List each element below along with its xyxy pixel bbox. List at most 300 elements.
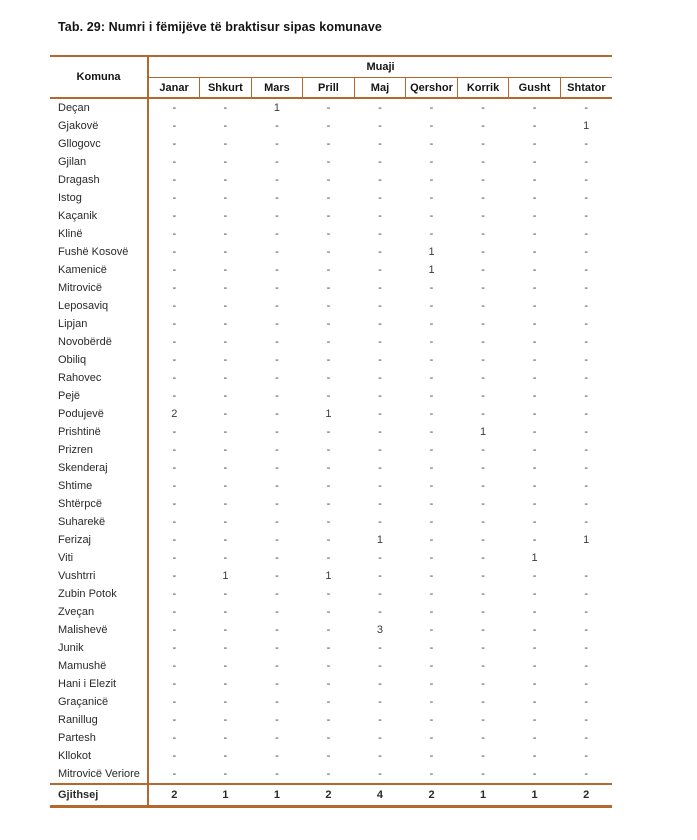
month-value-cell: - [223,714,228,726]
month-value-cell: - [275,750,279,762]
month-value-cell: - [275,588,279,600]
municipality-name: Ranillug [50,711,148,729]
month-value-cell: - [532,444,537,456]
month-value-cell: - [223,624,228,636]
month-value-cell: - [326,426,331,438]
month-value-cell: - [275,174,279,186]
month-value-cell: - [584,624,588,636]
month-value-cell: - [429,300,434,312]
month-value-cell: - [326,210,331,222]
month-value-cell: - [275,426,279,438]
month-value-cell: - [326,138,331,150]
table-row [50,405,612,423]
month-value-cell: - [481,642,485,654]
month-value-cell: - [378,102,382,114]
month-value-cell: - [532,516,537,528]
month-value-cell: - [584,354,588,366]
month-value-cell: - [223,516,228,528]
month-value-cell: - [275,660,279,672]
month-value-cell: - [172,768,177,780]
month-value-cell: - [584,696,588,708]
month-value-cell: - [378,444,382,456]
municipality-name: Partesh [50,729,148,747]
month-value-cell: - [429,102,434,114]
month-value-cell: - [172,606,177,618]
month-value-cell: - [584,246,588,258]
month-value-cell: - [172,264,177,276]
table-row [50,531,612,549]
month-value-cell: - [223,264,228,276]
month-value-cell: - [378,714,382,726]
total-value-cell: 2 [148,784,200,807]
month-value-cell: - [326,768,331,780]
municipality-name: Rahovec [50,369,148,387]
table-row [50,98,612,117]
total-row-label: Gjithsej [50,784,148,807]
table-row [50,639,612,657]
month-value-cell: - [326,192,331,204]
month-value-cell: - [326,534,331,546]
month-value-cell: - [378,174,382,186]
month-value-cell: - [532,570,537,582]
month-value-cell: - [584,390,588,402]
month-value-cell: - [326,120,331,132]
month-value-cell: - [275,516,279,528]
month-value-cell: - [584,678,588,690]
month-value-cell: - [429,372,434,384]
table-row [50,711,612,729]
month-value-cell: - [481,318,485,330]
month-value-cell: - [172,732,177,744]
month-value-cell: - [223,210,228,222]
month-value-cell: - [172,246,177,258]
month-value-cell: - [275,228,279,240]
month-value-cell: - [429,138,434,150]
month-value-cell: - [378,120,382,132]
month-header: Shtator [560,78,612,99]
month-value-cell: - [326,732,331,744]
month-value-cell: - [532,642,537,654]
municipality-name: Obiliq [50,351,148,369]
month-value-cell: - [481,228,485,240]
month-value-cell: - [481,678,485,690]
month-value-cell: - [172,624,177,636]
month-value-cell: - [481,264,485,276]
table-row [50,297,612,315]
total-value-cell: 1 [251,784,303,807]
month-value-cell: - [429,408,434,420]
month-value-cell: 1 [583,120,590,132]
month-value-cell: - [275,138,279,150]
month-value-cell: - [378,660,382,672]
month-value-cell: - [584,570,588,582]
municipality-name: Shtërpcë [50,495,148,513]
month-value-cell: - [326,444,331,456]
month-value-cell: - [378,282,382,294]
month-value-cell: - [223,336,228,348]
municipality-name: Shtime [50,477,148,495]
month-value-cell: - [172,570,177,582]
month-value-cell: - [172,138,177,150]
month-value-cell: - [429,192,434,204]
month-value-cell: - [223,588,228,600]
month-value-cell: - [429,426,434,438]
month-value-cell: - [481,282,485,294]
month-value-cell: - [172,156,177,168]
month-value-cell: - [481,210,485,222]
municipality-name: Istog [50,189,148,207]
month-value-cell: - [223,480,228,492]
month-header: Qershor [406,78,458,99]
month-value-cell: - [326,354,331,366]
month-value-cell: - [584,606,588,618]
table-row [50,225,612,243]
municipality-name: Kaçanik [50,207,148,225]
month-value-cell: - [172,444,177,456]
month-value-cell: - [378,642,382,654]
month-value-cell: - [275,732,279,744]
month-value-cell: - [532,768,537,780]
month-value-cell: - [584,516,588,528]
month-value-cell: - [275,300,279,312]
month-value-cell: - [172,102,177,114]
municipality-name: Gjakovë [50,117,148,135]
month-value-cell: - [326,300,331,312]
month-value-cell: - [172,192,177,204]
table-row [50,747,612,765]
table-row [50,279,612,297]
month-value-cell: - [532,246,537,258]
group-header-row [50,56,612,78]
month-value-cell: - [481,390,485,402]
month-value-cell: 1 [479,426,487,438]
month-value-cell: - [532,678,537,690]
month-value-cell: - [481,336,485,348]
month-value-cell: - [429,624,434,636]
month-value-cell: - [275,642,279,654]
table-row [50,585,612,603]
municipality-name: Skenderaj [50,459,148,477]
month-value-cell: - [532,228,537,240]
month-value-cell: - [275,156,279,168]
month-value-cell: - [584,642,588,654]
month-value-cell: - [275,696,279,708]
month-value-cell: - [223,390,228,402]
month-value-cell: - [223,408,228,420]
month-value-cell: - [378,480,382,492]
month-value-cell: - [584,750,588,762]
month-value-cell: - [429,444,434,456]
month-value-cell: - [172,174,177,186]
month-value-cell: - [481,102,485,114]
month-value-cell: - [223,318,228,330]
month-value-cell: - [326,588,331,600]
month-value-cell: - [378,696,382,708]
month-value-cell: - [481,462,485,474]
municipality-name: Malishevë [50,621,148,639]
month-value-cell: - [223,372,228,384]
month-value-cell: - [378,570,382,582]
month-value-cell: - [532,264,537,276]
month-value-cell: - [326,498,331,510]
month-value-cell: - [584,264,588,276]
month-value-cell: - [532,336,537,348]
month-value-cell: - [275,390,279,402]
month-value-cell: - [584,156,588,168]
month-value-cell: - [326,696,331,708]
column-header-komuna: Komuna [50,56,148,98]
table-row [50,567,612,585]
month-header: Gusht [509,78,561,99]
month-value-cell: - [429,714,434,726]
month-value-cell: - [172,282,177,294]
table-row [50,441,612,459]
month-value-cell: - [584,768,588,780]
month-value-cell: - [378,606,382,618]
month-value-cell: - [223,228,228,240]
month-value-cell: - [378,768,382,780]
month-value-cell: - [223,498,228,510]
municipality-name: Graçanicë [50,693,148,711]
month-value-cell: - [584,660,588,672]
municipality-name: Dragash [50,171,148,189]
month-value-cell: - [326,624,331,636]
month-value-cell: - [172,300,177,312]
month-value-cell: 3 [376,624,384,636]
municipality-name: Mitrovicë [50,279,148,297]
month-value-cell: - [223,282,228,294]
month-value-cell: - [532,408,537,420]
month-value-cell: - [429,588,434,600]
month-value-cell: - [326,714,331,726]
month-value-cell: 1 [428,264,435,276]
month-value-cell: - [584,462,588,474]
month-value-cell: - [429,750,434,762]
month-value-cell: - [223,444,228,456]
month-value-cell: 1 [222,570,229,582]
month-value-cell: - [275,372,279,384]
month-value-cell: - [378,678,382,690]
month-value-cell: - [326,246,331,258]
month-value-cell: - [481,480,485,492]
month-value-cell: - [172,516,177,528]
month-value-cell: - [378,318,382,330]
month-value-cell: - [223,138,228,150]
month-value-cell: - [378,426,382,438]
month-value-cell: - [481,732,485,744]
month-value-cell: - [172,120,177,132]
month-value-cell: - [429,210,434,222]
month-value-cell: - [275,282,279,294]
table-footer [50,784,612,807]
month-value-cell: - [532,282,537,294]
month-value-cell [560,549,612,567]
month-value-cell: - [223,246,228,258]
total-value-cell: 2 [303,784,355,807]
month-value-cell: - [223,192,228,204]
month-value-cell: - [223,732,228,744]
month-value-cell: - [429,606,434,618]
municipality-name: Novobërdë [50,333,148,351]
month-value-cell: - [584,336,588,348]
municipality-name: Kllokot [50,747,148,765]
month-value-cell: - [532,390,537,402]
month-value-cell: - [378,192,382,204]
municipality-name: Zubin Potok [50,585,148,603]
month-value-cell: - [429,642,434,654]
month-value-cell: - [223,552,228,564]
month-value-cell: - [275,714,279,726]
municipality-name: Pejë [50,387,148,405]
municipality-name: Lipjan [50,315,148,333]
municipality-name: Suharekë [50,513,148,531]
month-header: Korrik [457,78,509,99]
month-value-cell: - [429,156,434,168]
total-value-cell: 1 [457,784,509,807]
month-value-cell: - [429,570,434,582]
month-value-cell: - [275,480,279,492]
month-value-cell: - [429,552,434,564]
month-value-cell: - [429,498,434,510]
month-value-cell: 1 [325,570,332,582]
month-value-cell: - [378,588,382,600]
month-value-cell: - [532,462,537,474]
month-value-cell: - [275,120,279,132]
month-value-cell: - [275,408,279,420]
month-value-cell: - [275,192,279,204]
month-value-cell: - [532,624,537,636]
month-value-cell: - [532,102,537,114]
table-header [50,56,612,98]
month-value-cell: - [481,768,485,780]
month-value-cell: - [326,336,331,348]
month-value-cell: - [584,318,588,330]
month-value-cell: - [326,372,331,384]
month-value-cell: - [481,534,485,546]
month-value-cell: - [481,588,485,600]
month-value-cell: - [172,462,177,474]
month-value-cell: - [532,606,537,618]
month-value-cell: - [378,516,382,528]
month-value-cell: - [223,102,228,114]
month-header: Shkurt [200,78,252,99]
month-value-cell: - [481,696,485,708]
month-value-cell: - [172,750,177,762]
month-value-cell: - [223,696,228,708]
table-caption: Tab. 29: Numri i fëmijëve të braktisur sipas komunave [58,20,382,34]
month-value-cell: - [172,696,177,708]
month-value-cell: - [326,606,331,618]
month-value-cell: - [584,210,588,222]
municipality-name: Kamenicë [50,261,148,279]
month-value-cell: - [429,120,434,132]
month-value-cell: - [275,570,279,582]
table-row [50,765,612,784]
month-value-cell: - [223,354,228,366]
month-value-cell: - [275,624,279,636]
month-value-cell: 1 [325,408,332,420]
month-value-cell: - [584,408,588,420]
month-value-cell: - [378,354,382,366]
month-value-cell: - [481,750,485,762]
month-value-cell: - [481,624,485,636]
month-value-cell: - [275,354,279,366]
month-value-cell: - [481,444,485,456]
month-value-cell: - [326,660,331,672]
month-value-cell: - [223,462,228,474]
table-row [50,387,612,405]
month-value-cell: - [326,390,331,402]
month-value-cell: - [429,516,434,528]
table-row [50,171,612,189]
month-value-cell: - [326,516,331,528]
month-value-cell: - [584,282,588,294]
table-row [50,261,612,279]
month-value-cell: - [172,498,177,510]
total-value-cell: 1 [509,784,561,807]
month-value-cell: - [532,588,537,600]
month-value-cell: - [429,318,434,330]
month-value-cell: - [326,174,331,186]
municipality-name: Vushtrri [50,567,148,585]
month-value-cell: - [584,480,588,492]
month-value-cell: 1 [531,552,538,564]
month-value-cell: - [223,642,228,654]
month-value-cell: - [275,336,279,348]
month-value-cell: 1 [428,246,435,258]
month-value-cell: - [172,588,177,600]
municipality-name: Ferizaj [50,531,148,549]
table-row [50,495,612,513]
municipality-name: Klinë [50,225,148,243]
month-value-cell: - [532,156,537,168]
table-body [50,98,612,784]
municipality-name: Prishtinë [50,423,148,441]
month-value-cell: - [584,300,588,312]
month-value-cell: - [223,660,228,672]
month-value-cell: - [481,138,485,150]
month-value-cell: - [275,534,279,546]
table-row [50,351,612,369]
table-row [50,513,612,531]
month-value-cell: - [481,372,485,384]
month-value-cell: - [378,264,382,276]
month-value-cell: - [378,246,382,258]
month-value-cell: - [378,498,382,510]
month-value-cell: - [532,750,537,762]
month-value-cell: - [429,228,434,240]
month-value-cell: 2 [171,408,178,420]
month-value-cell: 1 [583,534,590,546]
month-header: Maj [354,78,406,99]
municipality-name: Deçan [50,98,148,117]
month-value-cell: - [429,336,434,348]
month-value-cell: - [481,156,485,168]
municipality-name: Hani i Elezit [50,675,148,693]
month-value-cell: - [481,552,485,564]
table-row [50,693,612,711]
month-value-cell: - [532,318,537,330]
month-value-cell: - [584,714,588,726]
month-value-cell: - [481,354,485,366]
month-value-cell: - [532,426,537,438]
month-value-cell: - [378,210,382,222]
month-value-cell: - [429,534,434,546]
month-value-cell: - [481,660,485,672]
month-value-cell: - [172,552,177,564]
month-value-cell: - [378,552,382,564]
month-value-cell: - [584,228,588,240]
